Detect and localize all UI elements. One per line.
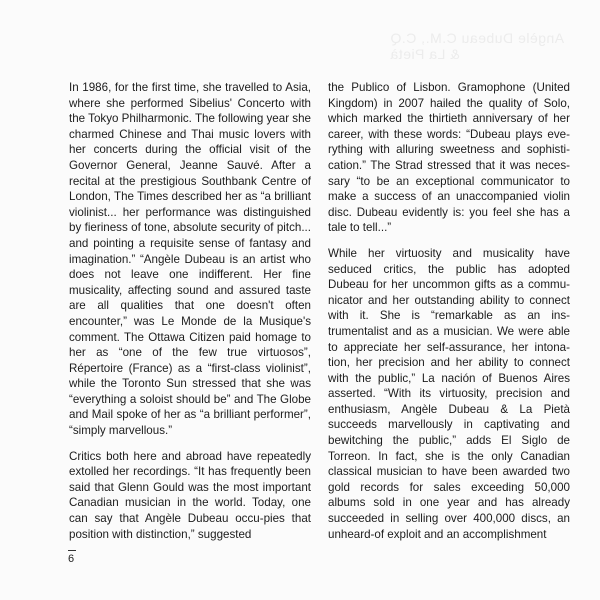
paragraph-public-adoption: While her virtuosity and musicality have seduced critics, the public has adopted Dubeau for her uncommon gifts as a commu-nicator and her outstanding ability to connect with it. She is “remarkable as an ins-trumentalist and as a musician. We were able to appreciate her self-assurance, her intona-tion, her precision and her ability to connect with the public,” La nación of Buenos Aires asserted. “With its virtuosity, precision and enthusiasm, Angèle Dubeau & La Pietà succeeds marvellously in captivating and bewitching the public,” adds El Siglo de Torreon. In fact, she is the only Canadian classical musician to have been awarded two gold records for sales exceeding 50,000 albums sold in one year and has already succeeded in selling over 400,000 discs, an unheard-of exploit and an accomplishment bbox=[328, 246, 570, 541]
paragraph-gramophone: the Publico of Lisbon. Gramophone (United Kingdom) in 2007 hailed the quality of Solo, which marked the thirtieth anniversary of her career, with these words: “Dubeau plays eve-rything with alluring sweetness and sophisti-cation.” The Strad stressed that it was neces-sary “to be an exceptional communicator to make a success of an unaccompanied violin disc. Dubeau evidently is: you feel she has a tale to tell...” bbox=[328, 81, 570, 235]
paragraph-critics-recordings: Critics both here and abroad have repeatedly extolled her recordings. “It has frequently been said that Glenn Gould was the most important Canadian musician in the world. Today, one can say that Angèle Dubeau occu-pies that position with distinction,” suggested bbox=[69, 449, 311, 541]
show-through-title bbox=[390, 30, 590, 62]
show-through-title-line-2: & La Pietà bbox=[390, 46, 460, 62]
left-column bbox=[69, 80, 311, 552]
folio-rule bbox=[68, 550, 76, 551]
right-column bbox=[328, 80, 570, 552]
paragraph-asia-tour: In 1986, for the first time, she travelled to Asia, where she performed Sibelius' Concerto with the Tokyo Philharmonic. The following year she charmed Chinese and Thai music lovers with her concerts during the official visit of the Governor General, Jeanne Sauvé. After a recital at the prestigious Southbank Centre of London, The Times described her as “a brilliant violinist... her performance was distinguished by fieriness of tone, absolute security of pitch... and pointing a requisite sense of fantasy and imagination.” “Angèle Dubeau is an artist who does not leave one indifferent. Her fine musicality, affecting sound and assured taste are all qualities that one doesn't often encounter,” was Le Monde de la Musique's comment. The Ottawa Citizen paid homage to her as “one of the few true virtuosos”, Répertoire (France) as a “first-class violinist”, while the Toronto Sun stressed that she was “everything a soloist should be” and The Globe and Mail spoke of her as “a brilliant performer”, “simply marvellous.” bbox=[69, 81, 311, 438]
page-number: 6 bbox=[68, 553, 75, 565]
show-through-title-line-1: Angèle Dubeau C.M., C.Q bbox=[390, 30, 565, 46]
